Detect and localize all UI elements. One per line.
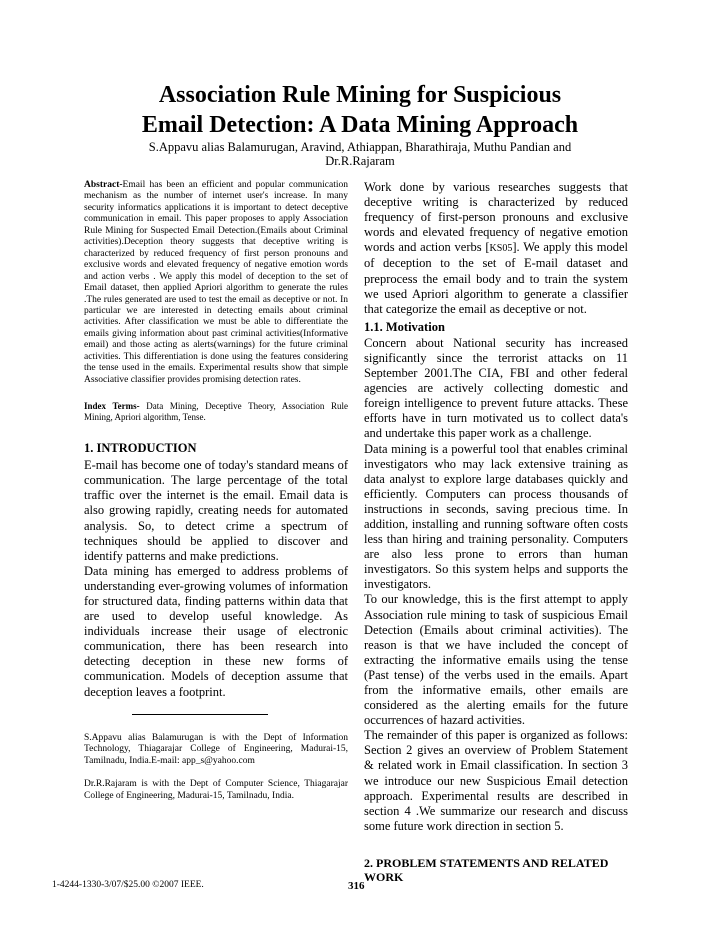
motivation-heading: 1.1. Motivation: [364, 319, 445, 334]
intro-paragraph-2: Data mining has emerged to address problems of understanding ever-growing volumes of information for structured data, finding patterns within data that are used to develop useful knowledge. As individuals increase their usage of electronic communication, there has been research into detecting deception in these new forms of communication. Models of deception assume that deception leaves a footprint.: [84, 563, 348, 699]
related-text-a: Work done by various researches suggests that deceptive writing is characterized by reduced frequency of first-person pronouns and exclusive words and elevated frequency of negative emotion words and action verbs [: [364, 180, 628, 255]
authors-line-1: S.Appavu alias Balamurugan, Aravind, Athiappan, Bharathiraja, Muthu Pandian and: [148, 140, 572, 154]
title-line-1: Association Rule Mining for Suspicious: [158, 82, 562, 108]
authors-line-2: Dr.R.Rajaram: [325, 154, 395, 168]
copyright-footer: 1-4244-1330-3/07/$25.00 ©2007 IEEE.: [52, 880, 204, 890]
motivation-paragraph-2: Data mining is a powerful tool that enables criminal investigators who may lack extensive training as data analyst to explore large databases quickly and efficiently. Computers can process thousands of instructions in seconds, saving precious time. In addition, installing and running software often costs less than hiring and training personality. Computers are also less prone to errors than human investigators. So this system helps and supports the investigators.: [364, 441, 628, 592]
related-text-b: ]. We apply this model of deception to the set of E-mail dataset and preprocess the email body and to train the system we used Apriori algorithm to generate a classifier that categorize the email as deceptive or not.: [364, 240, 628, 316]
footnote-2: Dr.R.Rajaram is with the Dept of Computer Science, Thiagarajar College of Engineering, Madurai-15, Tamilnadu, India.: [84, 779, 348, 801]
intro-heading: 1. INTRODUCTION: [84, 441, 197, 456]
section-2-heading: 2. PROBLEM STATEMENTS AND RELATED WORK: [364, 855, 609, 884]
footnote-divider: [132, 714, 268, 715]
title-line-2: Email Detection: A Data Mining Approach: [141, 112, 579, 138]
index-terms-label: Index Terms-: [84, 401, 140, 412]
page-number: 316: [348, 880, 365, 892]
motivation-paragraph-1: Concern about National security has increased significantly since the terrorist attacks on 11 September 2001.The CIA, FBI and other federal agencies are actively collecting domestic and foreign intelligence to prevent future attacks. These efforts have in turn motivated us to collect data's and undertake this paper work as a challenge.: [364, 335, 628, 441]
intro-paragraph-1: E-mail has become one of today's standard means of communication. The large percentage of the total traffic over the internet is the email. Email data is also growing rapidly, creating needs for automated analysis. So, to detect crime a spectrum of techniques should be applied to discover and identify patterns and make predictions.: [84, 458, 348, 563]
organization-paragraph: The remainder of this paper is organized as follows: Section 2 gives an overview of Problem Statement & related work in Email classification. In section 3 we introduce our new Suspicious Email detection approach. Experimental results are described in section 4 .We summarize our research and discuss some future work direction in section 5.: [364, 728, 628, 833]
abstract-label: Abstract-: [84, 180, 123, 190]
index-terms-text: Data Mining, Deceptive Theory, Association Rule Mining, Apriori algorithm, Tense.: [84, 401, 348, 423]
motivation-paragraph-3: To our knowledge, this is the first attempt to apply Association rule mining to task of suspicious Email Detection (Emails about criminal activities). The reason is that we have included the concept of extracting the informative emails using the tense (Past tense) of the verbs used in the emails. Apart from the informative emails, other emails are considered as the alerting emails for the future occurrences of hazard activities.: [364, 592, 628, 728]
footnote-1: S.Appavu alias Balamurugan is with the Dept of Information Technology, Thiagarajar College of Engineering, Madurai-15, Tamilnadu, India.E-mail: app_s@yahoo.com: [84, 732, 348, 766]
related-paragraph: [364, 180, 628, 317]
left-column: [84, 180, 348, 802]
abstract-text: Email has been an efficient and popular communication mechanism as the number of internet user's increase. In many security informatics applications it is important to detect deceptive communication in email. This paper proposes to apply Association Rule Mining for Suspected Email Detection.(Emails about Criminal activities).Deception theory suggests that deceptive writing is characterized by reduced frequency of first person pronouns and exclusive words and elevated frequency of negative emotion words and action verbs . We apply this model of deception to the set of Email dataset, then applied Apriori algorithm to generate the rules .The rules generated are used to test the email as deceptive or not. In particular we are interested in detecting emails about criminal activities. After classification we must be able to differentiate the emails giving information about past criminal activities(Informative email) and those acting as alerts(warnings) for the future criminal activities. This differentiation is done using the features considering the tense used in the emails. Experimental results show that simple Associative classifier provides promising detection rates.: [84, 180, 348, 385]
right-column: [364, 180, 628, 884]
paper-title: [0, 80, 720, 140]
index-terms: [84, 401, 348, 423]
author-list: [140, 140, 580, 168]
abstract: [84, 180, 348, 386]
citation-ks05: KS05: [489, 243, 513, 255]
